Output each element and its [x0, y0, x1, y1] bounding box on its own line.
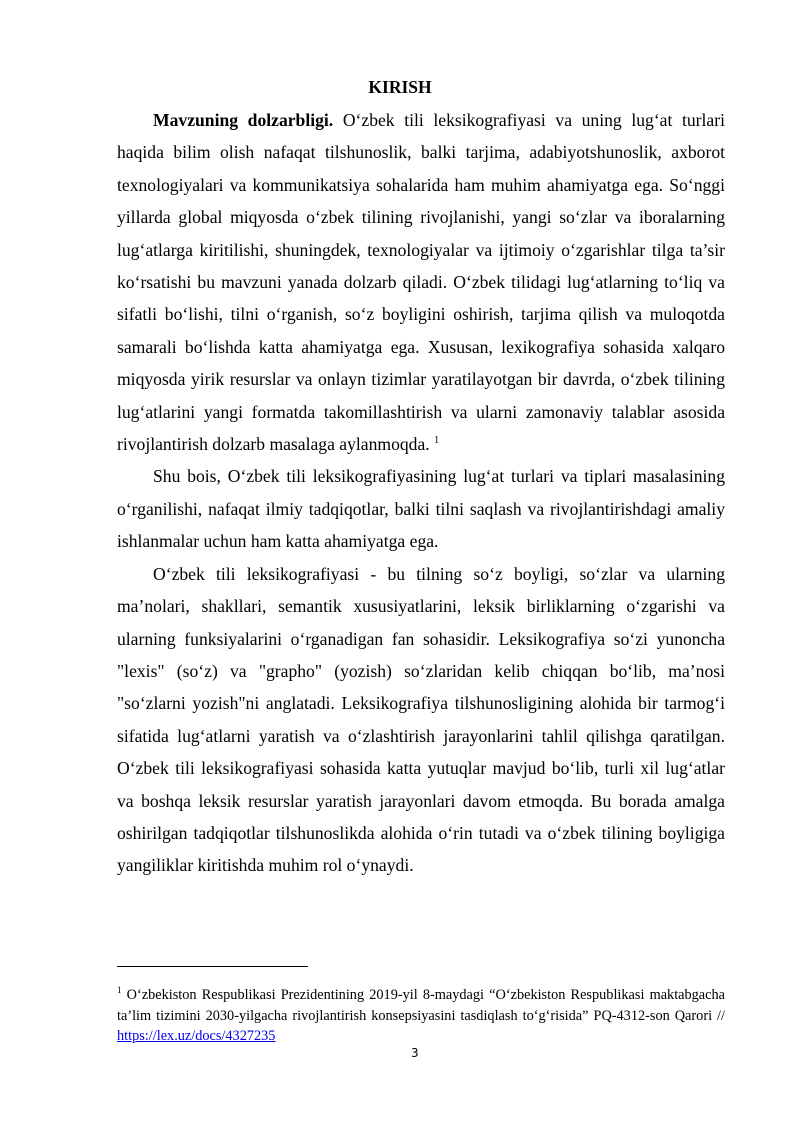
body-text: [117, 104, 725, 882]
page-number: 3: [411, 1046, 419, 1060]
footnote-link[interactable]: https://lex.uz/docs/4327235: [117, 1028, 276, 1044]
paragraph-text: O‘zbek tili leksikografiyasi va uning lug‘at turlari haqida bilim olish nafaqat tilshunoslik, balki tarjima, adabiyotshunoslik, axborot texnologiyalari va kommunikatsiya sohalarida ham muhim ahamiyatga ega. So‘nggi yillarda global miqyosda o‘zbek tilining rivojlanishi, yangi so‘zlar va iboralarning lug‘atlarga kiritilishi, shuningdek, texnologiyalar va ijtimoiy o‘zgarishlar tilga ta’sir ko‘rsatishi bu mavzuni yanada dolzarb qiladi. O‘zbek tilidagi lug‘atlarning to‘liq va sifatli bo‘lishi, tilni o‘rganish, so‘z boyligini oshirish, tarjima qilish va muloqotda samarali bo‘lishda katta ahamiyatga ega. Xususan, lexikografiya sohasida xalqaro miqyosda yirik resurslar va onlayn tizimlar yaratilayotgan bir davrda, o‘zbek tilining lug‘atlarini yangi formatda takomillashtirish va ularni zamonaviy talablar asosida rivojlantirish dolzarb masalaga aylanmoqda.: [117, 110, 725, 455]
footnote: [117, 985, 725, 1047]
paragraph-definition: O‘zbek tili leksikografiyasi - bu tilning so‘z boyligi, so‘zlar va ularning ma’nolari, shakllari, semantik xususiyatlarini, leksik birliklarning o‘zgarishi va ularning funksiyalarini o‘rganadigan fan sohasidir. Leksikografiya so‘zi yunoncha "lexis" (so‘z) va "grapho" (yozish) so‘zlaridan kelib chiqqan bo‘lib, ma’nosi "so‘zlarni yozish"ni anglatadi. Leksikografiya tilshunosligining alohida bir tarmog‘i sifatida lug‘atlarni yaratish va o‘zlashtirish jarayonlarini tahlil qilishga qaratilgan. O‘zbek tili leksikografiyasi sohasida katta yutuqlar mavjud bo‘lib, turli xil lug‘atlar va boshqa leksik resurslar yaratish jarayonlari davom etmoqda. Bu borada amalga oshirilgan tadqiqotlar tilshunoslikda alohida o‘rin tutadi va o‘zbek tilining boyligiga yangiliklar kiritishda muhim rol o‘ynaydi.: [117, 563, 725, 876]
footnote-separator: [117, 966, 308, 967]
footnote-number: 1: [117, 985, 122, 996]
footnote-reference[interactable]: 1: [434, 435, 440, 447]
paragraph-importance: Shu bois, O‘zbek tili leksikografiyasining lug‘at turlari va tiplari masalasining o‘rganilishi, nafaqat ilmiy tadqiqotlar, balki tilni saqlash va rivojlantirishdagi amaliy ishlanmalar uchun ham katta ahamiyatga ega.: [117, 466, 725, 552]
paragraph-relevance: [117, 104, 725, 460]
paragraph-lead: Mavzuning dolzarbligi.: [153, 110, 334, 130]
footnote-text: O‘zbekiston Respublikasi Prezidentining 2019-yil 8-maydagi “O‘zbekiston Respublikasi maktabgacha ta’lim tizimini 2030-yilgacha rivojlantirish konsepsiyasini tasdiqlash to‘g‘risida” PQ-4312-son Qarori //: [117, 987, 725, 1024]
section-heading: KIRISH: [368, 77, 432, 97]
